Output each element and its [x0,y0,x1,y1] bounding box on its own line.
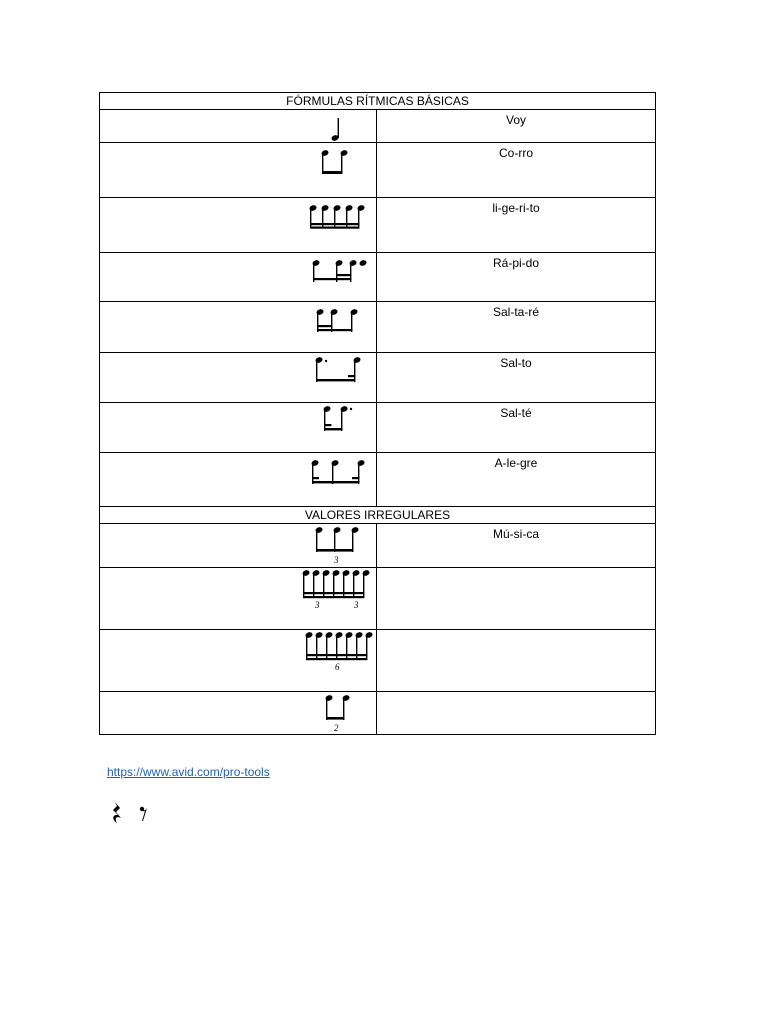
rhythm-notation-cell [100,353,377,403]
table-row [100,524,656,568]
rhythm-word-cell [377,568,656,630]
table-row [100,253,656,302]
rhythm-notation-cell [100,453,377,507]
eighth-rest-icon [140,807,147,821]
rhythm-notation-cell [100,403,377,453]
sixteenth-dotted-eighth-icon [100,403,377,453]
rhythm-word-cell [377,630,656,692]
table-row [100,353,656,403]
table-row [100,302,656,353]
rhythm-word-cell: Mú-si-ca [377,524,656,568]
section-title-irregular: VALORES IRREGULARES [100,507,656,524]
rhythm-table [99,92,656,735]
rhythm-notation-cell [100,143,377,198]
rhythm-notation-cell [100,524,377,568]
dotted-eighth-sixteenth-icon [100,353,377,403]
eighth-triplet-icon [100,524,377,568]
rhythm-notation-cell [100,302,377,353]
rhythm-notation-cell [100,568,377,630]
table-row [100,198,656,253]
rhythm-notation-cell [100,198,377,253]
rhythm-notation-cell [100,253,377,302]
rhythm-word-cell: Sal-ta-ré [377,302,656,353]
table-row [100,403,656,453]
tuplet-label: 3 [354,600,359,610]
rhythm-word-cell: Sal-té [377,403,656,453]
rhythm-word-cell: li-ge-ri-to [377,198,656,253]
tuplet-label: 3 [315,600,320,610]
eighth-two-sixteenths-icon [100,253,377,302]
sixteenth-eighth-sixteenth-icon [100,453,377,507]
rest-symbols [110,800,170,826]
two-eighths-icon [100,143,377,198]
tuplet-label: 3 [334,555,339,565]
eighth-duplet-icon [100,692,377,735]
rhythm-word-cell [377,692,656,735]
rhythm-notation-cell [100,630,377,692]
two-sixteenths-eighth-icon [100,302,377,353]
rhythm-word-cell: Rá-pi-do [377,253,656,302]
four-sixteenths-icon [100,198,377,253]
rhythm-word-cell: Co-rro [377,143,656,198]
table-row [100,143,656,198]
table-row [100,453,656,507]
pro-tools-link[interactable]: https://www.avid.com/pro-tools [107,765,270,779]
sixteenth-sextuplet-icon [100,630,377,692]
rhythm-notation-cell [100,692,377,735]
tuplet-label: 6 [335,662,340,672]
table-row [100,630,656,692]
two-sixteenth-triplets-icon [100,568,377,630]
section-title-basic: FÓRMULAS RÍTMICAS BÁSICAS [100,93,656,110]
quarter-note-icon [100,110,377,143]
table-row [100,568,656,630]
quarter-rest-icon [113,802,121,823]
rhythm-word-cell: Voy [377,110,656,143]
rhythm-word-cell: Sal-to [377,353,656,403]
rhythm-notation-cell [100,110,377,143]
table-row [100,692,656,735]
table-row [100,110,656,143]
rhythm-word-cell: A-le-gre [377,453,656,507]
tuplet-label: 2 [334,723,339,733]
